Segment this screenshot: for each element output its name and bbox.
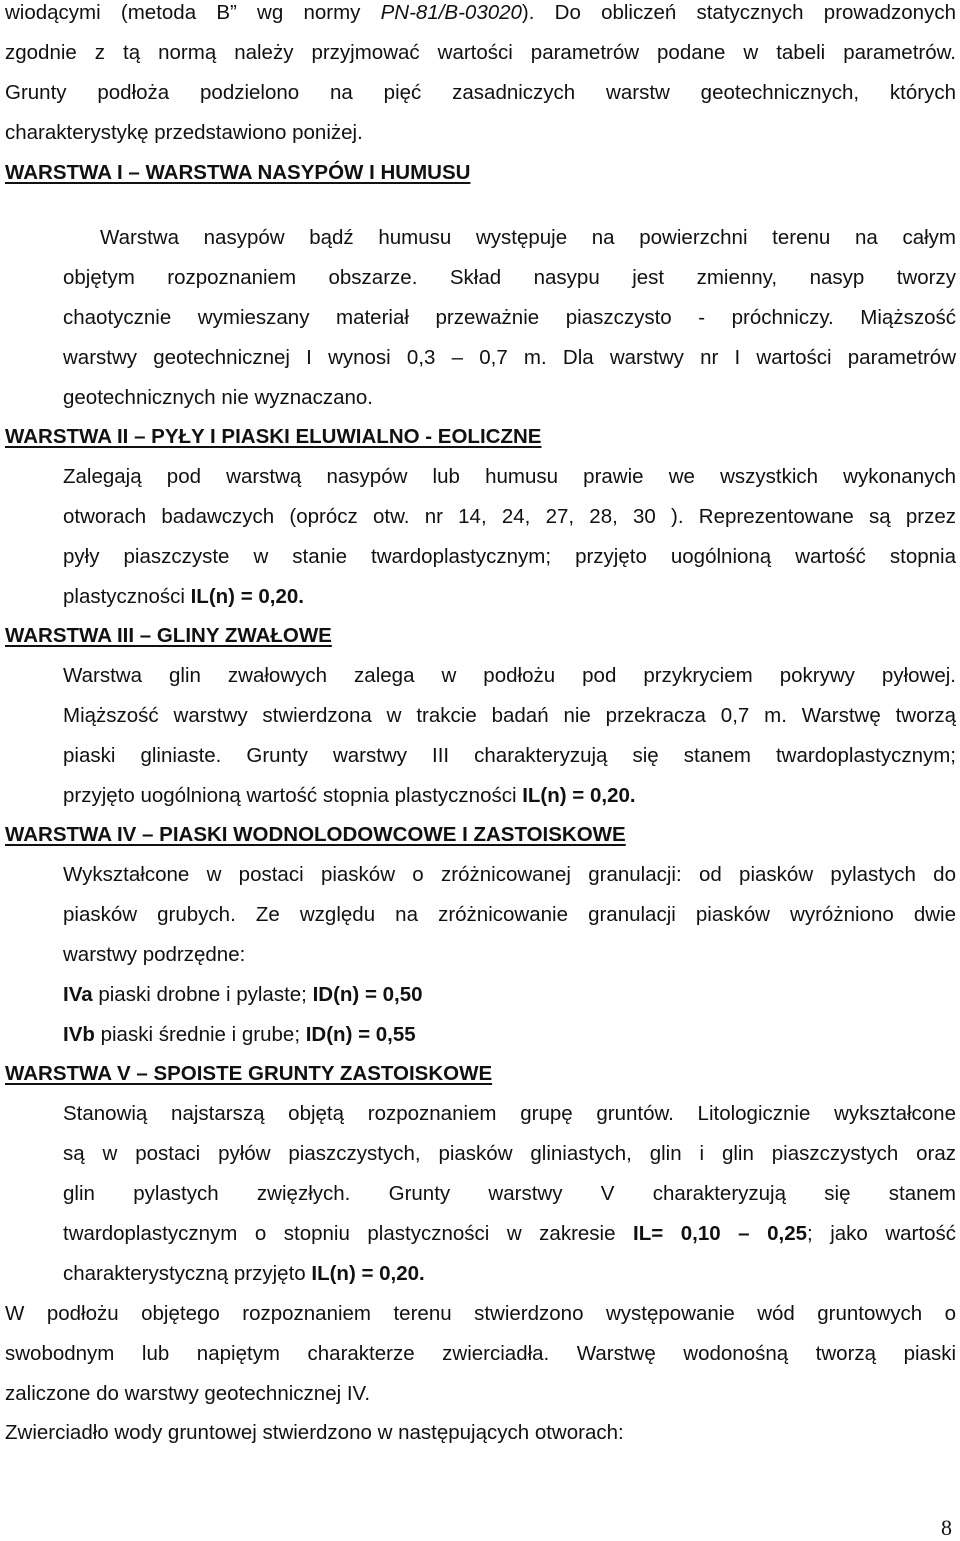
groundwater-line-3: zaliczone do warstwy geotechnicznej IV. — [5, 1382, 371, 1405]
plasticity-value: IL(n) = 0,20. — [311, 1262, 425, 1285]
section-heading-layer-1: WARSTWA I – WARSTWA NASYPÓW I HUMUSU — [5, 161, 471, 184]
layer1-line-2: objętym rozpoznaniem obszarze. Skład nasypu jest zmienny, nasyp tworzy — [63, 266, 956, 289]
section-heading-layer-5: WARSTWA V – SPOISTE GRUNTY ZASTOISKOWE — [5, 1062, 493, 1085]
layer3-line-1: Warstwa glin zwałowych zalega w podłożu pod przykryciem pokrywy pyłowej. — [63, 664, 956, 687]
groundwater-line-1: W podłożu objętego rozpoznaniem terenu stwierdzono występowanie wód gruntowych o — [5, 1302, 956, 1325]
density-value: ID(n) = 0,55 — [305, 1023, 416, 1046]
norm-reference: PN-81/B-03020 — [380, 1, 522, 24]
layer1-line-3: chaotycznie wymieszany materiał przeważnie piaszczysto - próchniczy. Miąższość — [63, 306, 956, 329]
groundwater-line-2: swobodnym lub napiętym charakterze zwierciadła. Warstwę wodonośną tworzą piaski — [5, 1342, 956, 1365]
layer4-line-2: piasków grubych. Ze względu na zróżnicowanie granulacji piasków wyróżniono dwie — [63, 903, 956, 926]
layer3-text: przyjęto uogólnioną wartość stopnia plastyczności — [63, 784, 523, 807]
sublayer-code: IVa — [63, 983, 93, 1006]
layer4-line-3: warstwy podrzędne: — [63, 943, 246, 966]
layer5-text: charakterystyczną przyjęto — [63, 1262, 312, 1285]
sublayer-iva — [63, 982, 956, 1008]
layer5-line-4 — [63, 1221, 956, 1247]
intro-text: ). Do obliczeń statycznych prowadzonych — [521, 1, 956, 24]
intro-text: wiodącymi (metoda B” wg normy — [5, 1, 381, 24]
section-heading-layer-2: WARSTWA II – PYŁY I PIASKI ELUWIALNO - EOLICZNE — [5, 425, 542, 448]
layer5-line-2: są w postaci pyłów piaszczystych, piasków gliniastych, glin i glin piaszczystych oraz — [63, 1142, 956, 1165]
layer3-line-3: piaski gliniaste. Grunty warstwy III charakteryzują się stanem twardoplastycznym; — [63, 744, 956, 767]
layer1-line-5: geotechnicznych nie wyznaczano. — [63, 386, 373, 409]
plasticity-range: IL= 0,10 – 0,25 — [633, 1222, 807, 1245]
layer5-text: twardoplastycznym o stopniu plastyczności w zakresie — [63, 1222, 634, 1245]
page-number: 8 — [941, 1515, 952, 1540]
section-heading-layer-3: WARSTWA III – GLINY ZWAŁOWE — [5, 624, 332, 647]
density-value: ID(n) = 0,50 — [312, 983, 423, 1006]
sublayer-text: piaski średnie i grube; — [94, 1023, 306, 1046]
sublayer-code: IVb — [63, 1023, 95, 1046]
layer1-line-4: warstwy geotechnicznej I wynosi 0,3 – 0,7 m. Dla warstwy nr I wartości parametrów — [63, 346, 956, 369]
layer3-line-4 — [63, 783, 956, 809]
layer2-line-2: otworach badawczych (oprócz otw. nr 14, 24, 27, 28, 30 ). Reprezentowane są przez — [63, 505, 956, 528]
layer1-line-1: Warstwa nasypów bądź humusu występuje na powierzchni terenu na całym — [100, 226, 956, 249]
intro-line-3: Grunty podłoża podzielono na pięć zasadniczych warstw geotechnicznych, których — [5, 81, 956, 104]
layer3-line-2: Miąższość warstwy stwierdzona w trakcie badań nie przekracza 0,7 m. Warstwę tworzą — [63, 704, 956, 727]
layer5-line-5 — [63, 1261, 956, 1287]
groundwater-line-4: Zwierciadło wody gruntowej stwierdzono w następujących otworach: — [5, 1421, 624, 1444]
layer2-line-1: Zalegają pod warstwą nasypów lub humusu prawie we wszystkich wykonanych — [63, 465, 956, 488]
layer2-text: plastyczności — [63, 585, 191, 608]
section-heading-layer-4: WARSTWA IV – PIASKI WODNOLODOWCOWE I ZASTOISKOWE — [5, 823, 626, 846]
sublayer-text: piaski drobne i pylaste; — [92, 983, 313, 1006]
layer5-line-3: glin pylastych zwięzłych. Grunty warstwy V charakteryzują się stanem — [63, 1182, 956, 1205]
plasticity-value: IL(n) = 0,20. — [190, 585, 304, 608]
layer4-line-1: Wykształcone w postaci piasków o zróżnicowanej granulacji: od piasków pylastych do — [63, 863, 956, 886]
layer2-line-4 — [63, 584, 956, 610]
intro-line-4: charakterystykę przedstawiono poniżej. — [5, 121, 363, 144]
layer5-line-1: Stanowią najstarszą objętą rozpoznaniem grupę gruntów. Litologicznie wykształcone — [63, 1102, 956, 1125]
plasticity-value: IL(n) = 0,20. — [522, 784, 636, 807]
layer5-text: ; jako wartość — [807, 1222, 956, 1245]
layer2-line-3: pyły piaszczyste w stanie twardoplastycznym; przyjęto uogólnioną wartość stopnia — [63, 545, 956, 568]
intro-line-2: zgodnie z tą normą należy przyjmować wartości parametrów podane w tabeli parametrów. — [5, 41, 956, 64]
sublayer-ivb — [63, 1022, 956, 1048]
intro-line-1 — [5, 0, 956, 26]
